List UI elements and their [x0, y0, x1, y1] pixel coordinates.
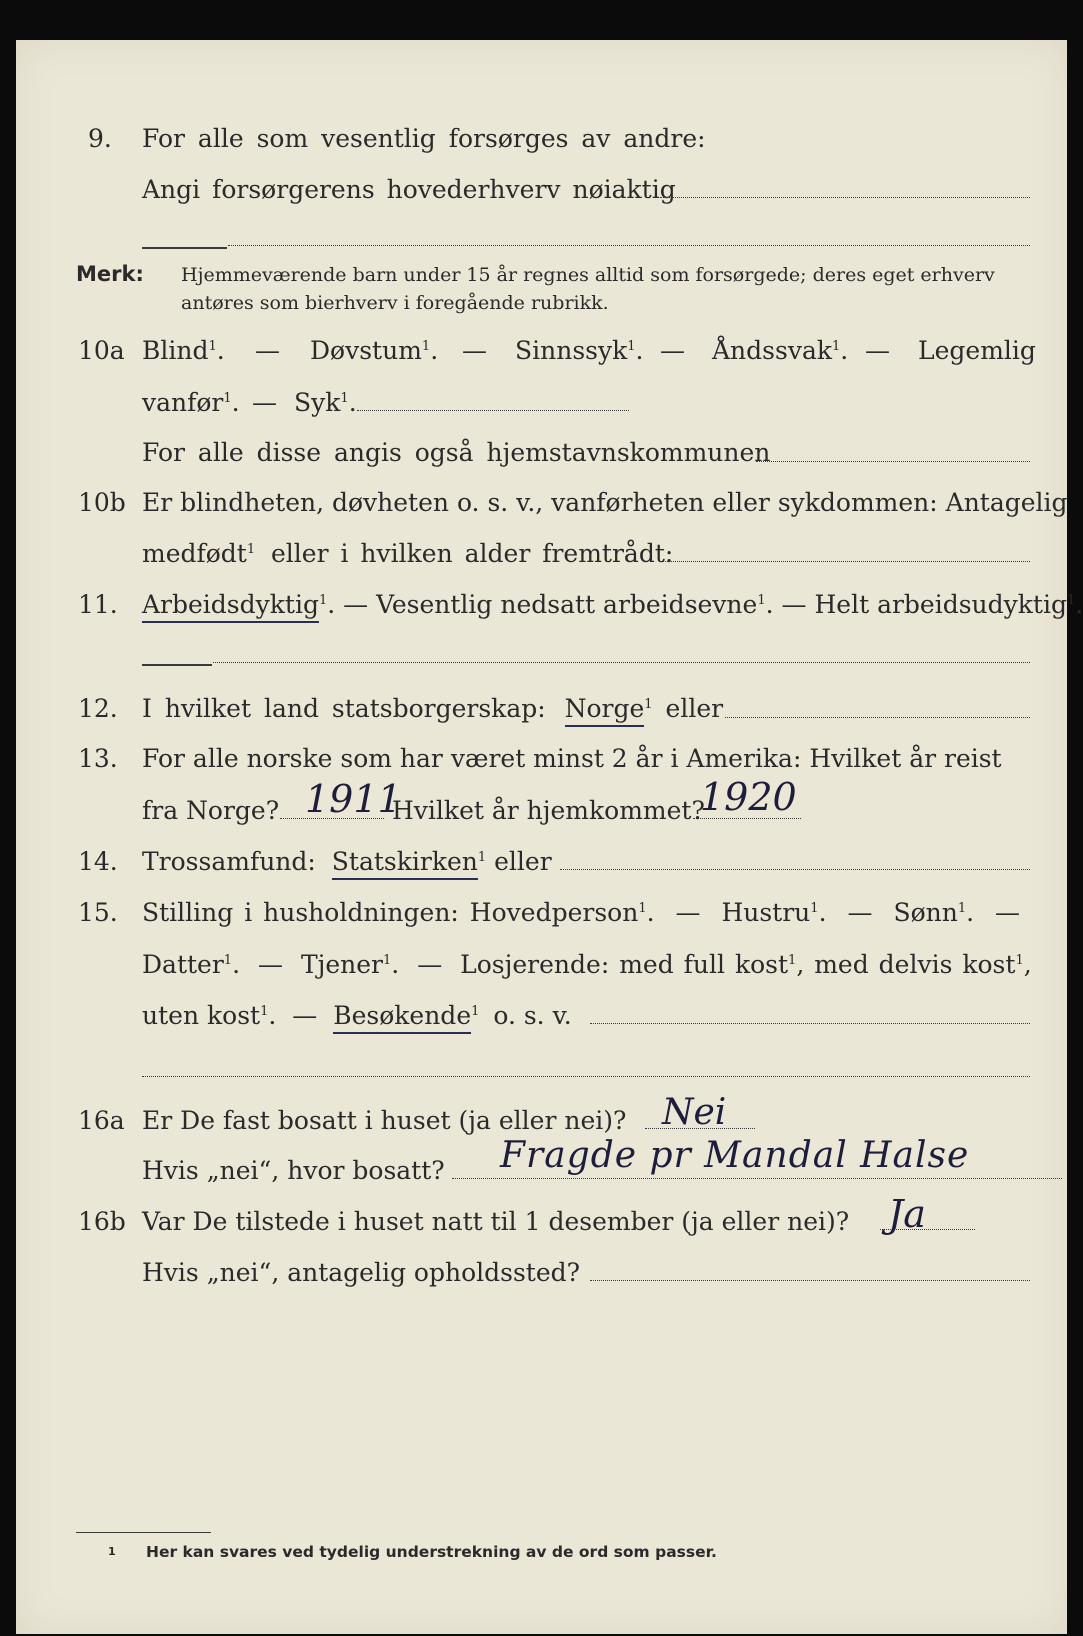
footnote-ref: 1 — [810, 901, 819, 916]
q13-year-back-handwritten: 1920 — [700, 775, 797, 819]
q15-line3 — [142, 1003, 572, 1028]
footnote-ref: 1 — [832, 339, 841, 354]
opt-datter[interactable]: Datter — [142, 950, 224, 979]
footnote-ref: 1 — [318, 593, 328, 608]
q10a-sinnssyk-row — [515, 338, 644, 363]
q10b-alder-field[interactable] — [660, 561, 1030, 562]
q15-answer-field[interactable] — [590, 1023, 1030, 1024]
punct: . — [635, 336, 644, 365]
q16b-answer-handwritten: Ja — [888, 1192, 926, 1236]
punct: . — [1075, 590, 1083, 619]
q10a-blind-row — [142, 338, 225, 363]
q9-rule — [142, 247, 227, 249]
q13-number: 13. — [78, 744, 118, 773]
opt-hustru[interactable]: Hustru — [721, 898, 811, 927]
q9-answer-field[interactable] — [660, 197, 1030, 198]
q16a-bosatt-field[interactable] — [452, 1178, 1062, 1179]
footnote-ref: 1 — [246, 542, 256, 557]
punct: . — [430, 336, 439, 365]
q16a-line1: Er De fast bosatt i huset (ja eller nei)? — [142, 1106, 627, 1135]
punct: . — [818, 898, 827, 927]
footnote-rule — [76, 1532, 211, 1533]
q10a-dash: — — [462, 336, 487, 365]
dash: — — [257, 950, 283, 979]
opt-medfodt[interactable]: medfødt — [142, 539, 247, 568]
q16a-line2: Hvis „nei“, hvor bosatt? — [142, 1156, 445, 1185]
merk-line2: antøres som bierhverv i foregående rubrikk. — [181, 292, 609, 314]
merk-line1: Hjemmeværende barn under 15 år regnes alltid som forsørgede; deres eget erhverv — [181, 264, 995, 286]
q11-answer-field[interactable] — [213, 662, 1030, 663]
q12-eller: eller — [665, 694, 724, 723]
q10a-dash: — — [865, 336, 890, 365]
q10a-dash: — — [252, 388, 277, 417]
opt-dovstum[interactable]: Døvstum — [310, 336, 422, 365]
footnote-ref: 1 — [477, 850, 487, 865]
q16a-number: 16a — [78, 1106, 125, 1135]
q13-year-out-handwritten: 1911 — [305, 777, 402, 821]
footnote-ref: 1 — [788, 953, 797, 968]
q15-answer-field-2[interactable] — [142, 1076, 1030, 1077]
opt-delvis-kost[interactable]: med delvis kost — [814, 950, 1016, 979]
opt-andssvak[interactable]: Åndssvak — [712, 336, 832, 365]
q11-rule — [142, 664, 212, 666]
punct: . — [391, 950, 400, 979]
q13-fra-norge: fra Norge? — [142, 796, 280, 825]
footnote-mark: 1 — [108, 1545, 116, 1558]
dash: — — [292, 1001, 318, 1030]
punct: . — — [765, 590, 807, 619]
punct: , — [1023, 950, 1032, 979]
opt-norge-underlined[interactable]: Norge — [565, 694, 645, 727]
footnote-text: Her kan svares ved tydelig understrekning av de ord som passer. — [146, 1543, 717, 1561]
merk-label: Merk: — [76, 262, 144, 286]
q15-line2 — [142, 952, 1032, 977]
q16a-answer-handwritten: Nei — [662, 1092, 727, 1133]
q10a-syk-row — [294, 390, 357, 415]
q10a-dash: — — [255, 336, 280, 365]
footnote-ref: 1 — [340, 391, 349, 406]
q11-row — [142, 592, 1083, 617]
punct: . — [231, 388, 240, 417]
q10b-line2-rest: eller i hvilken alder fremtrådt: — [271, 539, 674, 568]
q16b-line2: Hvis „nei“, antagelig opholdssted? — [142, 1258, 581, 1287]
q16b-opholdssted-field[interactable] — [590, 1280, 1030, 1281]
q14-answer-field[interactable] — [560, 869, 1030, 870]
q10a-dash: — — [660, 336, 685, 365]
dash: — — [995, 898, 1021, 927]
q9-answer-field-2[interactable] — [228, 245, 1030, 246]
footnote-ref: 1 — [471, 1004, 480, 1019]
footnote-ref: 1 — [1066, 593, 1076, 608]
opt-hovedperson[interactable]: Stilling i husholdningen: Hovedperson — [142, 898, 639, 927]
q9-number: 9. — [88, 124, 112, 153]
punct: . — [232, 950, 241, 979]
q10b-number: 10b — [78, 488, 126, 517]
q16a-bosatt-handwritten: Fragde pr Mandal Halse — [500, 1135, 970, 1176]
punct: . — [646, 898, 655, 927]
q11-number: 11. — [78, 590, 118, 619]
opt-sinnssyk[interactable]: Sinnssyk — [515, 336, 628, 365]
q14-text: Trossamfund: — [142, 847, 316, 876]
q12-number: 12. — [78, 694, 118, 723]
dash: — — [675, 898, 701, 927]
q16b-number: 16b — [78, 1207, 126, 1236]
opt-tjener[interactable]: Tjener — [300, 950, 384, 979]
punct: . — — [327, 590, 369, 619]
q10a-syk-field[interactable] — [357, 410, 629, 411]
punct: , — [796, 950, 805, 979]
q13-line1: For alle norske som har været minst 2 år i Amerika: Hvilket år reist — [142, 744, 1002, 773]
opt-nedsatt[interactable]: Vesentlig nedsatt arbeidsevne — [376, 590, 758, 619]
footnote-ref: 1 — [957, 901, 967, 916]
punct: . — [268, 1001, 277, 1030]
footnote-ref: 1 — [223, 953, 233, 968]
q9-line1: For alle som vesentlig forsørges av andre: — [142, 124, 706, 153]
q10a-andssvak-row — [712, 338, 848, 363]
q16b-line1: Var De tilstede i huset natt til 1 desember (ja eller nei)? — [142, 1207, 850, 1236]
opt-syk[interactable]: Syk — [294, 388, 341, 417]
opt-arbeidsdyktig-underlined[interactable]: Arbeidsdyktig — [142, 590, 319, 623]
footnote-ref: 1 — [223, 391, 232, 406]
q10a-line3: For alle disse angis også hjemstavnskommunen — [142, 438, 771, 467]
q15-line1 — [142, 900, 1020, 925]
opt-besokende-underlined[interactable]: Besøkende — [333, 1001, 471, 1034]
q15-number: 15. — [78, 898, 118, 927]
opt-sonn[interactable]: Sønn — [893, 898, 958, 927]
q15-osv: o. s. v. — [493, 1001, 572, 1030]
dash: — — [417, 950, 443, 979]
footnote-ref: 1 — [260, 1004, 269, 1019]
dash: — — [847, 898, 873, 927]
q14-number: 14. — [78, 847, 118, 876]
q10a-dovstum-row — [310, 338, 438, 363]
q10a-number: 10a — [78, 336, 125, 365]
footnote-ref: 1 — [644, 697, 653, 712]
opt-losjerende-full-kost[interactable]: Losjerende: med full kost — [460, 950, 789, 979]
q12-text: I hvilket land statsborgerskap: — [142, 694, 546, 723]
footnote-ref: 1 — [757, 593, 766, 608]
q14-row — [142, 849, 552, 874]
q10a-hjemstavn-field[interactable] — [756, 461, 1030, 462]
punct: . — [840, 336, 849, 365]
q10a-vanfor-row — [142, 390, 240, 415]
opt-vanfor[interactable]: vanfør — [142, 388, 224, 417]
footnote-ref: 1 — [208, 339, 217, 354]
footnote-ref: 1 — [421, 339, 431, 354]
opt-legemlig[interactable]: Legemlig — [918, 336, 1036, 365]
footnote-ref: 1 — [1015, 953, 1024, 968]
footnote-ref: 1 — [383, 953, 392, 968]
q14-eller: eller — [494, 847, 552, 876]
opt-uten-kost[interactable]: uten kost — [142, 1001, 261, 1030]
q10b-line1: Er blindheten, døvheten o. s. v., vanførheten eller sykdommen: Antagelig — [142, 488, 1068, 517]
q12-row — [142, 696, 723, 721]
q10b-line2 — [142, 541, 255, 566]
punct: . — [966, 898, 975, 927]
q13-hjemkommet: Hvilket år hjemkommet? — [392, 796, 705, 825]
opt-udyktig[interactable]: Helt arbeidsudyktig — [814, 590, 1067, 619]
opt-statskirken-underlined[interactable]: Statskirken — [332, 847, 478, 880]
opt-blind[interactable]: Blind — [142, 336, 209, 365]
punct: . — [216, 336, 225, 365]
q9-line2: Angi forsørgerens hovederhverv nøiaktig — [142, 175, 676, 204]
footnote-ref: 1 — [627, 339, 636, 354]
q12-answer-field[interactable] — [725, 717, 1030, 718]
footnote-ref: 1 — [638, 901, 647, 916]
punct: . — [348, 388, 357, 417]
